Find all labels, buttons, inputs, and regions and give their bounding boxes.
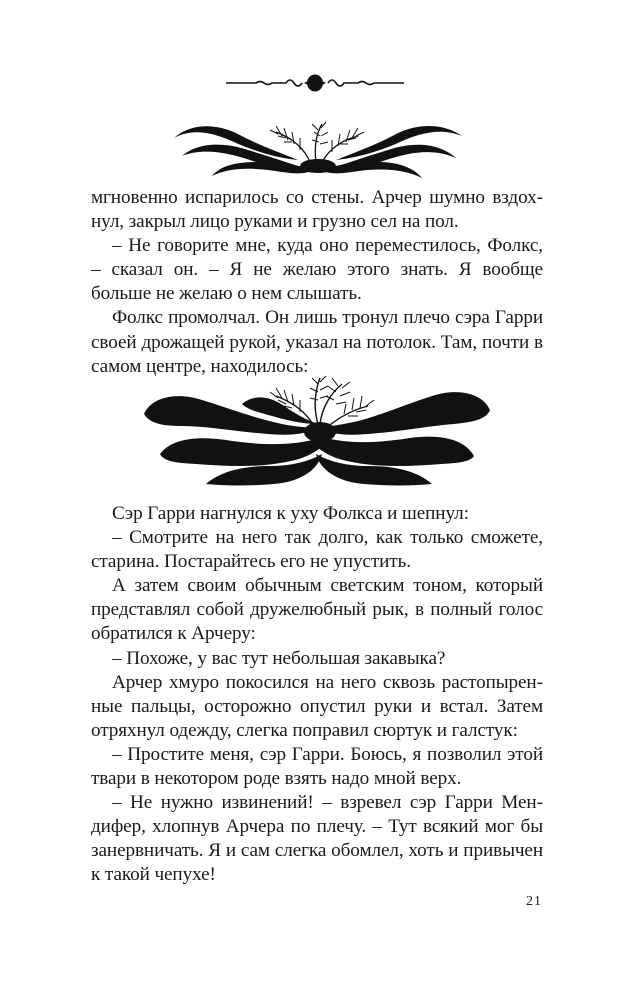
paragraph: – Простите меня, сэр Гарри. Боюсь, я позволил этой твари в некотором роде взять надо мной верх. bbox=[91, 743, 543, 790]
paragraph: – Смотрите на него так долго, как только сможете, старина. Постарайтесь его не упустить. bbox=[91, 527, 543, 573]
page-number: 21 bbox=[526, 894, 542, 909]
paragraph: Фолкс промолчал. Он лишь тронул плечо сэра Гарри своей дрожащей рукой, указал на потолок. Там, почти в самом центре, находилось: bbox=[91, 307, 543, 377]
paragraph: Арчер хмуро покосился на него сквозь растопыренные пальцы, осторожно опустил руки и встал. Затем отряхнул одежду, слегка поправил сюртук и галстук: bbox=[91, 671, 543, 741]
paragraph: – Похоже, у вас тут небольшая закавыка? bbox=[112, 647, 446, 669]
ink-tentacle-creature-icon bbox=[142, 374, 492, 488]
paragraph: – Не говорите мне, куда оно переместилось, Фолкс, – сказал он. – Я не желаю этого знать. Я вообще больше не желаю о нем слышать. bbox=[91, 235, 543, 305]
wavy-line-divider-icon bbox=[226, 68, 404, 98]
ink-branch-ornament-icon bbox=[172, 118, 464, 184]
text-block-upper bbox=[91, 186, 543, 379]
paragraph: А затем своим обычным светским тоном, который представлял собой дружелюбный рык, в полный голос обратился к Арчеру: bbox=[91, 575, 543, 645]
text-block-lower bbox=[91, 502, 543, 888]
paragraph: – Не нужно извинений! – взревел сэр Гарри Мендифер, хлопнув Арчера по плечу. – Тут всякий мог бы занервничать. Я и сам слегка обомлел, хоть и привычен к такой чепухе! bbox=[91, 792, 543, 886]
paragraph: Сэр Гарри нагнулся к уху Фолкса и шепнул: bbox=[112, 503, 469, 524]
paragraph: мгновенно испарилось со стены. Арчер шумно вздохнул, закрыл лицо руками и грузно сел на пол. bbox=[91, 187, 543, 233]
